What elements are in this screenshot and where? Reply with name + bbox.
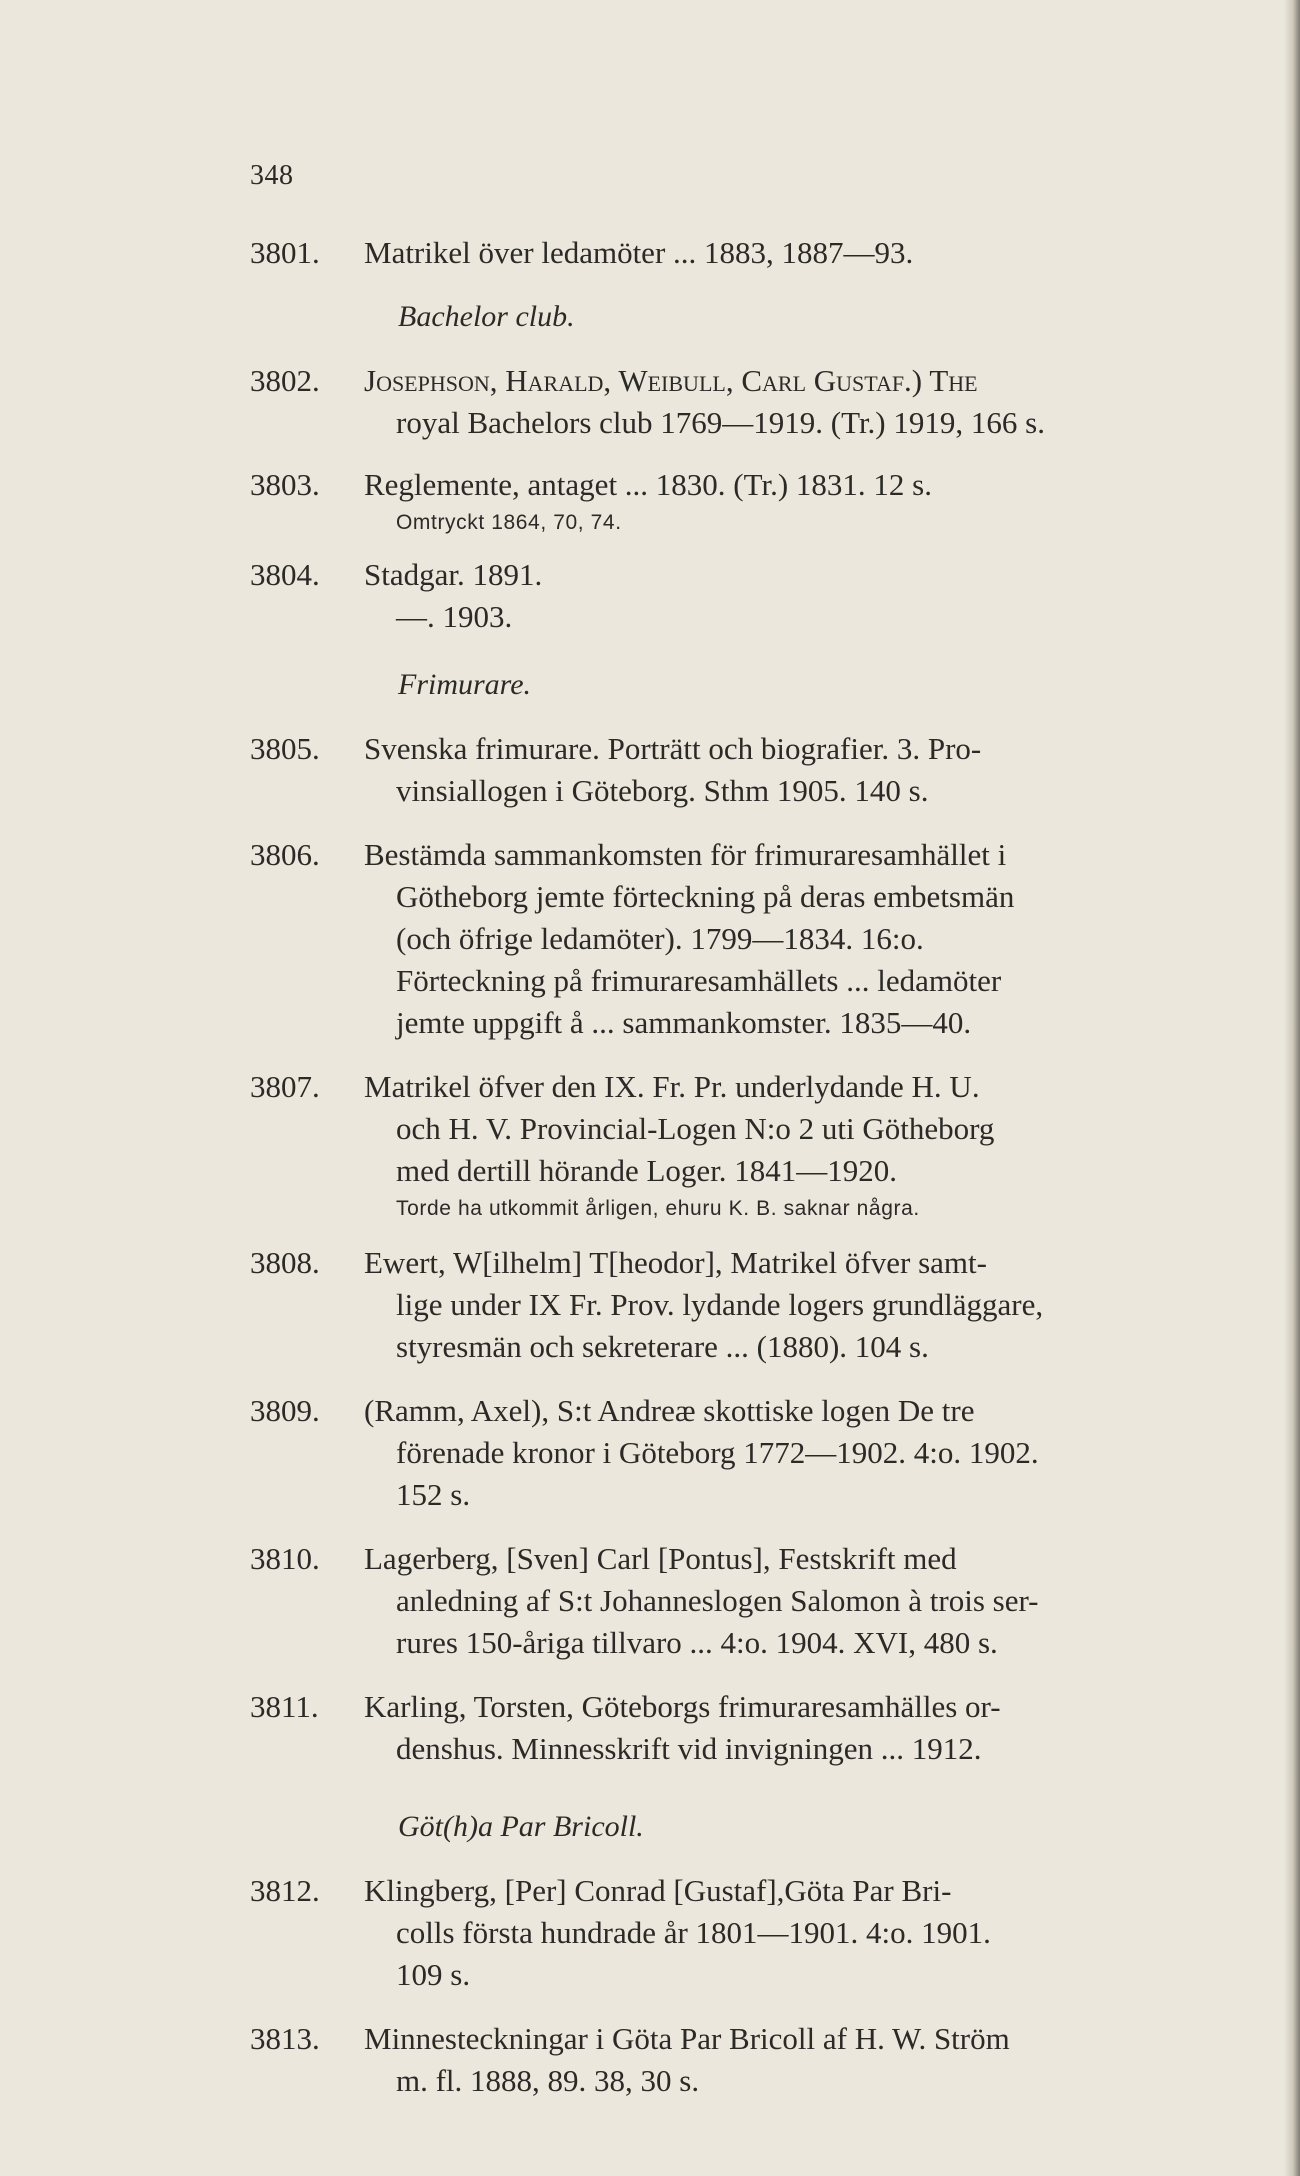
- entry-line: rures 150-åriga tillvaro ... 4:o. 1904. XVI, 480 s.: [396, 1625, 998, 1660]
- entry-line: —. 1903.: [396, 599, 513, 634]
- entry-line: anledning af S:t Johanneslogen Salomon à trois ser-: [396, 1583, 1039, 1618]
- entry-line: lige under IX Fr. Prov. lydande logers grundläggare,: [396, 1287, 1044, 1322]
- entry-line: (Ramm, Axel), S:t Andreæ skottiske logen De tre: [364, 1393, 975, 1428]
- entry-line: Svenska frimurare. Porträtt och biografier. 3. Pro-: [364, 731, 982, 766]
- entry-number: 3811.: [250, 1689, 319, 1724]
- entry-number: 3806.: [250, 837, 320, 872]
- entry-line: styresmän och sekreterare ... (1880). 104 s.: [396, 1329, 929, 1364]
- entry-number: 3808.: [250, 1245, 320, 1280]
- entry-3807: [250, 1066, 1240, 1226]
- entry-line: jemte uppgift å ... sammankomster. 1835—40.: [396, 1005, 972, 1040]
- bibliography-list: [250, 232, 1240, 2102]
- entry-line: denshus. Minnesskrift vid invigningen ... 1912.: [396, 1731, 982, 1766]
- entry-number: 3810.: [250, 1541, 320, 1576]
- entry-line: vinsiallogen i Göteborg. Sthm 1905. 140 s.: [396, 773, 929, 808]
- section-heading: Frimurare.: [398, 668, 532, 701]
- entry-number: 3802.: [250, 363, 320, 398]
- entry-3812: [250, 1870, 1240, 1996]
- entry-3801: [250, 232, 1240, 274]
- entry-line: Götheborg jemte förteckning på deras embetsmän: [396, 879, 1015, 914]
- entry-line: royal Bachelors club 1769—1919. (Tr.) 1919, 166 s.: [396, 405, 1045, 440]
- entry-line: Stadgar. 1891.: [364, 557, 543, 592]
- entry-3808: [250, 1242, 1240, 1368]
- page-edge-shadow: [1284, 0, 1300, 2176]
- entry-line: Josephson, Harald, Weibull, Carl Gustaf.) The: [364, 363, 978, 398]
- entry-3805: [250, 728, 1240, 812]
- entry-line: 152 s.: [396, 1477, 471, 1512]
- entry-number: 3813.: [250, 2021, 320, 2056]
- entry-3804: [250, 554, 1240, 638]
- entry-number: 3804.: [250, 557, 320, 592]
- entry-line: Matrikel öfver den IX. Fr. Pr. underlydande H. U.: [364, 1069, 980, 1104]
- entry-number: 3803.: [250, 467, 320, 502]
- entry-line: m. fl. 1888, 89. 38, 30 s.: [396, 2063, 700, 2098]
- entry-line: Minnesteckningar i Göta Par Bricoll af H. W. Ström: [364, 2021, 1010, 2056]
- entry-3806: [250, 834, 1240, 1044]
- entry-3813: [250, 2018, 1240, 2102]
- entry-line: (och öfrige ledamöter). 1799—1834. 16:o.: [396, 921, 924, 956]
- entry-note: Torde ha utkommit årligen, ehuru K. B. saknar några.: [396, 1197, 920, 1220]
- entry-line: med dertill hörande Loger. 1841—1920.: [396, 1153, 898, 1188]
- entry-line: Bestämda sammankomsten för frimuraresamhället i: [364, 837, 1007, 872]
- entry-number: 3801.: [250, 235, 320, 270]
- entry-3802: [250, 360, 1240, 444]
- entry-note: Omtryckt 1864, 70, 74.: [396, 511, 622, 534]
- section-heading: Göt(h)a Par Bricoll.: [398, 1810, 644, 1843]
- entry-number: 3805.: [250, 731, 320, 766]
- entry-line: colls första hundrade år 1801—1901. 4:o. 1901.: [396, 1915, 991, 1950]
- section-heading: Bachelor club.: [398, 300, 575, 333]
- entry-number: 3809.: [250, 1393, 320, 1428]
- page-number: 348: [250, 160, 294, 191]
- entry-3811: [250, 1686, 1240, 1770]
- entry-line: Ewert, W[ilhelm] T[heodor], Matrikel öfver samt-: [364, 1245, 987, 1280]
- entry-line: 109 s.: [396, 1957, 471, 1992]
- entry-line: Klingberg, [Per] Conrad [Gustaf],Göta Par Bri-: [364, 1873, 952, 1908]
- entry-line: Reglemente, antaget ... 1830. (Tr.) 1831. 12 s.: [364, 467, 932, 502]
- entry-3810: [250, 1538, 1240, 1664]
- entry-3809: [250, 1390, 1240, 1516]
- entry-line: Förteckning på frimuraresamhällets ... ledamöter: [396, 963, 1002, 998]
- entry-line: förenade kronor i Göteborg 1772—1902. 4:o. 1902.: [396, 1435, 1039, 1470]
- entry-3803: [250, 464, 1240, 540]
- entry-line: Karling, Torsten, Göteborgs frimuraresamhälles or-: [364, 1689, 1001, 1724]
- entry-number: 3812.: [250, 1873, 320, 1908]
- entry-line: och H. V. Provincial-Logen N:o 2 uti Götheborg: [396, 1111, 995, 1146]
- entry-line: Lagerberg, [Sven] Carl [Pontus], Festskrift med: [364, 1541, 957, 1576]
- entry-number: 3807.: [250, 1069, 320, 1104]
- entry-line: Matrikel över ledamöter ... 1883, 1887—93.: [364, 235, 914, 270]
